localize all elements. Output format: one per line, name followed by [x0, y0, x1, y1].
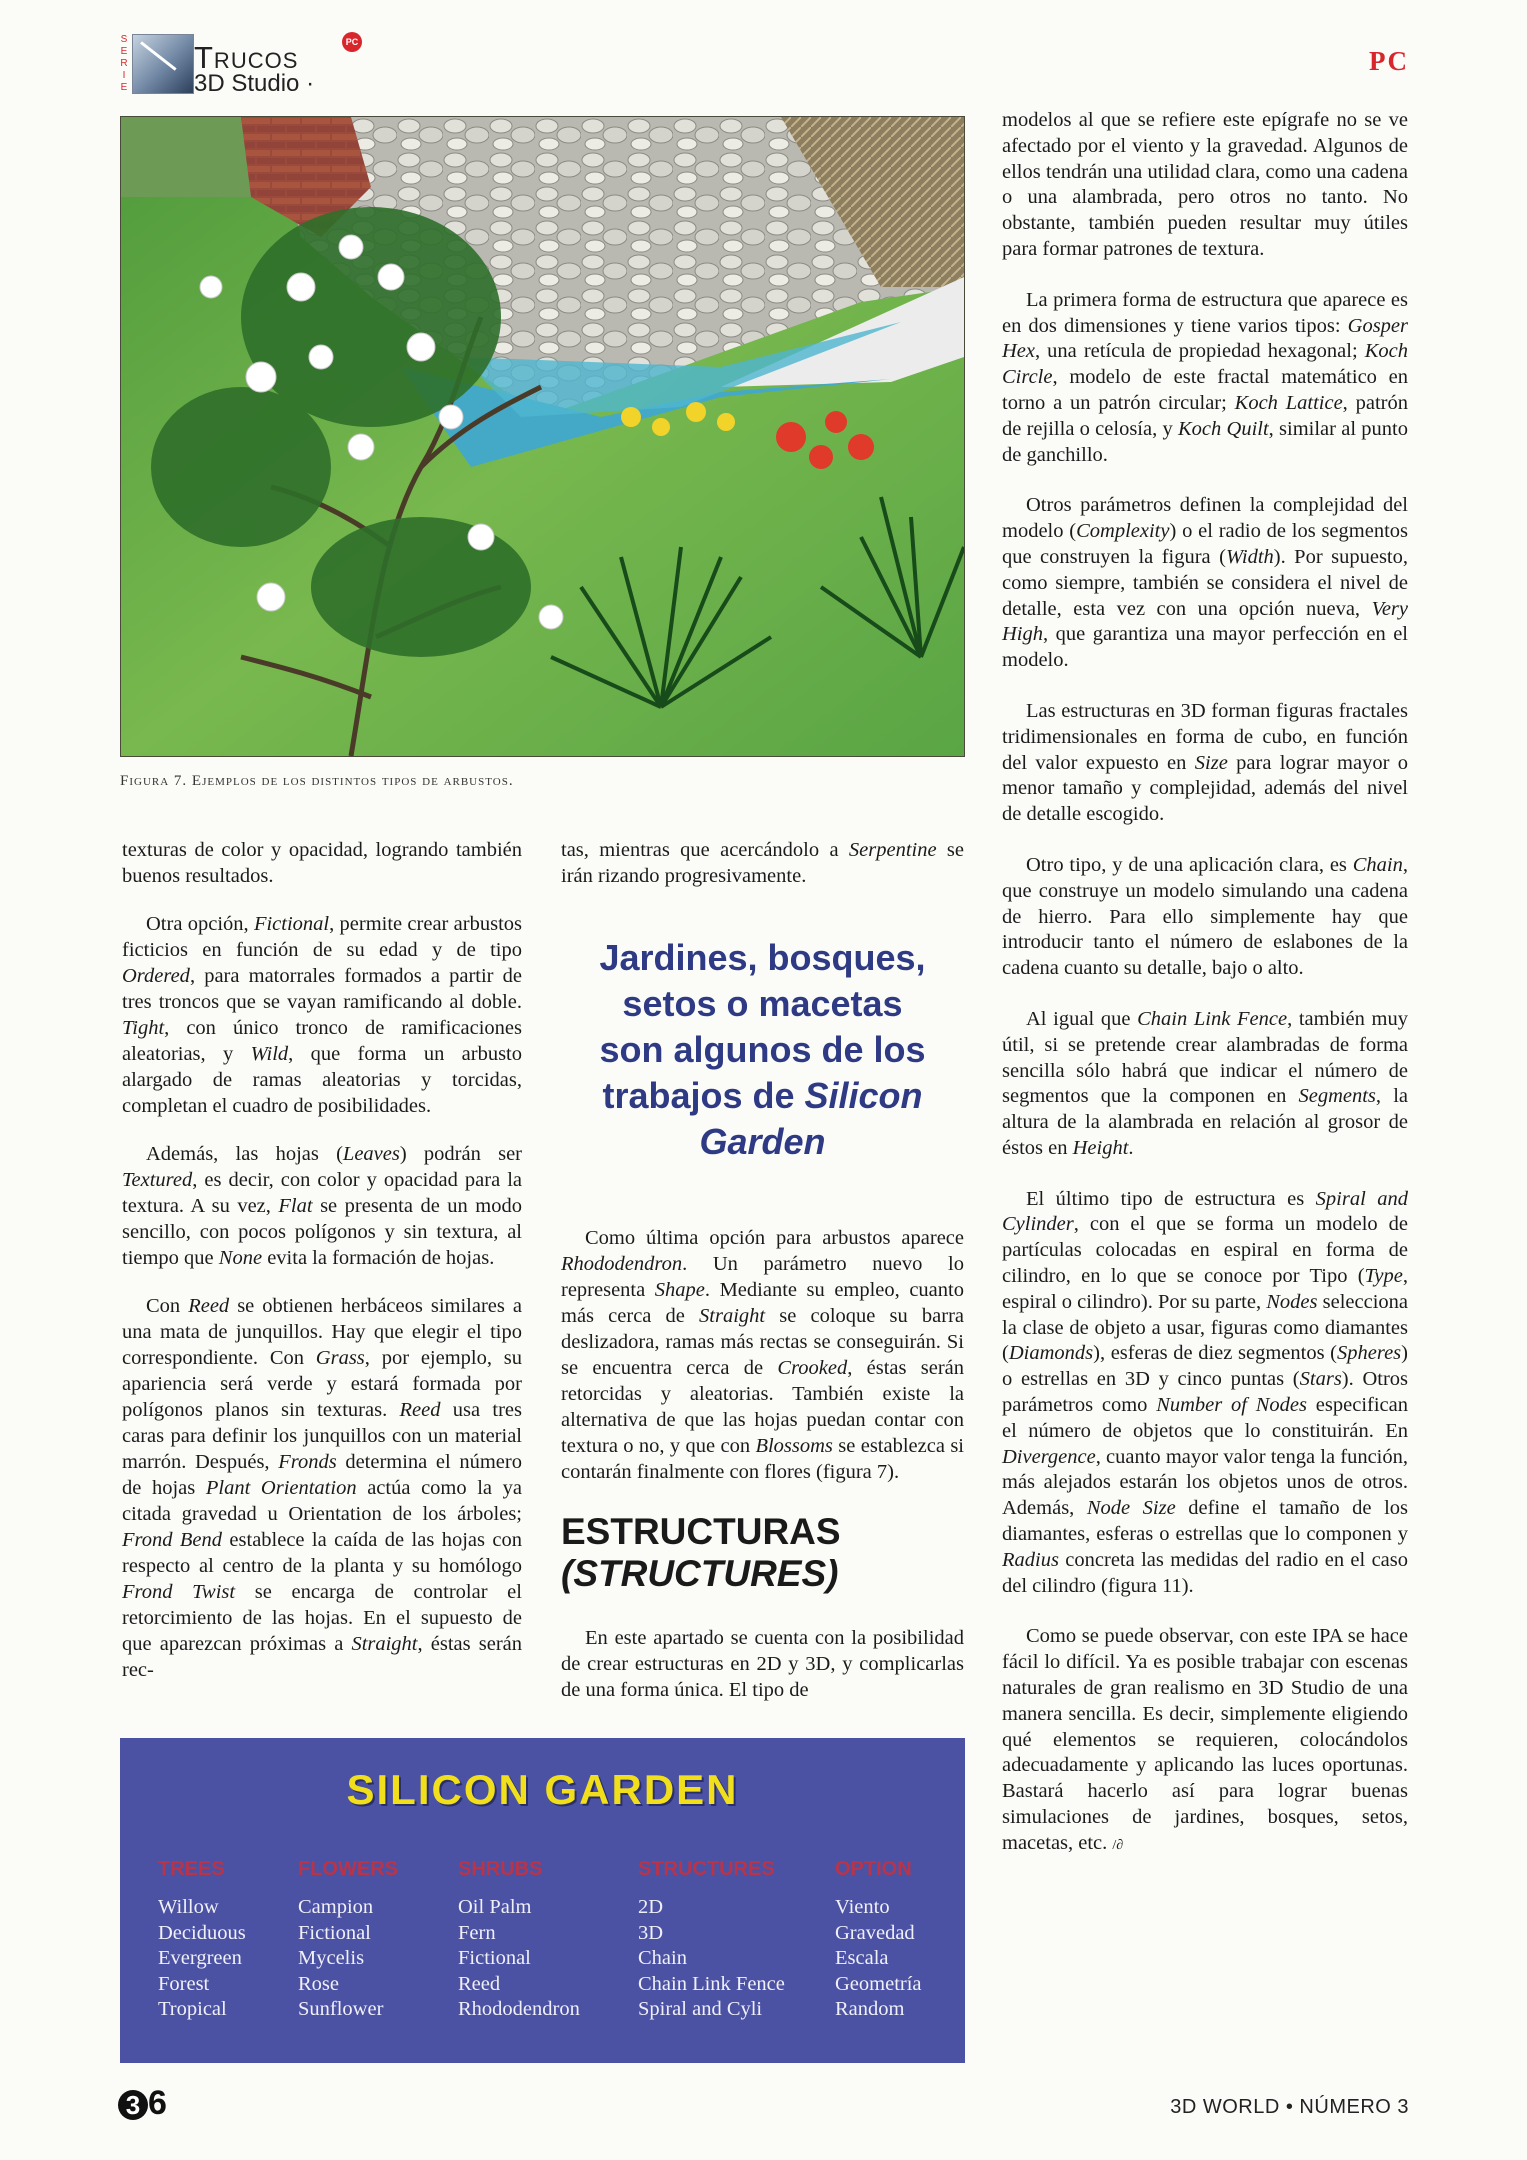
sidebar-column-header: FLOWERS: [298, 1858, 398, 1880]
sidebar-item: Fictional: [298, 1921, 371, 1944]
series-title: Trucos: [194, 40, 299, 75]
pc-badge: PC: [342, 32, 362, 52]
figure-7-image: [120, 116, 965, 757]
sidebar-item: Chain: [638, 1947, 687, 1969]
serie-label: [118, 34, 130, 94]
paragraph: [1002, 1624, 1408, 1858]
paragraph: texturas de color y opacidad, logrando también buenos resultados.: [122, 839, 522, 887]
figure-caption: Figura 7. Ejemplos de los distintos tipos de arbustos.: [120, 773, 514, 789]
sidebar-column-header: OPTION: [835, 1858, 912, 1880]
sidebar-item: Evergreen: [158, 1947, 242, 1969]
sidebar-item: Gravedad: [835, 1921, 915, 1944]
paragraph: modelos al que se refiere este epígrafe no se ve afectado por el viento y la gravedad. Algunos de ellos tendrán una utilidad clara, como una cadena o una alambrada, pero otros no tanto. No obstante, también pueden resultar muy útiles para formar patrones de textura.: [1002, 109, 1408, 260]
sidebar-item: Fern: [458, 1921, 496, 1944]
sidebar-item: Viento: [835, 1896, 890, 1918]
sidebar-item: Escala: [835, 1947, 889, 1969]
paragraph: Otra opción, Fictional, permite crear arbustos ficticios en función de su edad y de tipo Ordered, para matorrales formados a partir de tres troncos que se vayan ramificando al doble. Tight, con único tronco de ramificaciones aleatorias, y Wild, que forma un arbusto alargado de ramas aleatorias y torcidas, completan el cuadro de posibilidades.: [122, 913, 522, 1117]
paragraph: La primera forma de estructura que aparece es en dos dimensiones y tiene varios tipos: Gosper Hex, una retícula de propiedad hexagonal; Koch Circle, modelo de este fractal matemático en torno a un patrón circular; Koch Lattice, patrón de rejilla o celosía, y Koch Quilt, similar al punto de ganchillo.: [1002, 288, 1408, 466]
sidebar-column-header: SHRUBS: [458, 1858, 543, 1880]
serie-letter: R: [120, 58, 128, 69]
middle-column: [561, 837, 964, 1725]
sidebar-item: Forest: [158, 1972, 210, 1995]
series-subtitle: 3D Studio ·: [194, 70, 315, 97]
page-number: [118, 2084, 167, 2123]
paragraph: El último tipo de estructura es Spiral and Cylinder, con el que se forma un modelo de partículas colocadas en espiral en forma de cilindro, en lo que se conoce por Tipo (Type, espiral o cilindro). Por su parte, Nodes selecciona la clase de objeto a usar, figuras como diamantes (Diamonds), esferas de diez segmentos (Spheres) o estrellas en 3D y cinco puntas (Stars). Otros parámetros como Number of Nodes especifican el número de objetos que lo constituirán. En Divergence, cuanto mayor valor tenga la función, más alejados estarán los objetos unos de otros. Además, Node Size define el tamaño de los diamantes, esferas o estrellas que lo componen y Radius concreta las medidas del radio en el caso del cilindro (figura 11).: [1002, 1187, 1409, 1597]
pull-quote-line: son algunos de los: [599, 1029, 926, 1070]
sidebar-item: Deciduous: [158, 1921, 246, 1944]
pull-quote-line: Garden: [699, 1121, 826, 1162]
pull-quote-line: trabajos de Silicon: [602, 1075, 923, 1116]
sidebar-item: Mycelis: [298, 1947, 365, 1969]
sidebar-column-structures: [638, 1858, 785, 2023]
right-column: [1002, 108, 1408, 1884]
sidebar-title: SILICON GARDEN: [346, 1766, 739, 1813]
sidebar-item: Sunflower: [298, 1998, 384, 2020]
page-number-digit: 6: [148, 2084, 167, 2122]
left-column: [122, 837, 522, 1705]
sidebar-item: Spiral and Cyli: [638, 1998, 763, 2020]
sidebar-item: Tropical: [158, 1998, 227, 2020]
paragraph: Como última opción para arbustos aparece Rhododendron. Un parámetro nuevo lo representa Shape. Mediante su empleo, cuanto más cerca de Straight se coloque su barra deslizadora, ramas más rectas se conseguirán. Si se encuentra cerca de Crooked, éstas serán retorcidas y aleatorias. También existe la alternativa de que las hojas puedan contar con textura o no, y que con Blossoms se establezca si contarán finalmente con flores (figura 7).: [561, 1227, 964, 1483]
sidebar-item: Rhododendron: [458, 1998, 580, 2020]
paragraph: Otros parámetros definen la complejidad del modelo (Complexity) o el radio de los segmentos que construyen la figura (Width). Por supuesto, como siempre, también se considera el nivel de detalle, esta vez con una opción nueva, Very High, que garantiza una mayor perfección en el modelo.: [1002, 494, 1408, 672]
magazine-footer: 3D WORLD • NÚMERO 3: [1170, 2096, 1409, 2118]
series-logo-image: [132, 34, 194, 94]
sidebar-item: Oil Palm: [458, 1896, 532, 1918]
serie-letter: E: [120, 46, 128, 57]
serie-letter: I: [122, 70, 126, 81]
serie-letter: E: [120, 82, 128, 93]
paragraph: tas, mientras que acercándolo a Serpentine se irán rizando progresivamente.: [561, 839, 964, 887]
heading-line: (STRUCTURES): [561, 1553, 839, 1594]
section-label: PC: [1369, 46, 1409, 76]
sidebar-item: Willow: [158, 1896, 219, 1918]
paragraph: Con Reed se obtienen herbáceos similares a una mata de junquillos. Hay que elegir el tipo correspondiente. Con Grass, por ejemplo, su apariencia será verde y estará formada por polígonos planos sin texturas. Reed usa tres caras para definir los junquillos con un material marrón. Después, Fronds determina el número de hojas Plant Orientation actúa como la ya citada gravedad u Orientation de los árboles; Frond Bend establece la caída de las hojas con respecto al centro de la planta y su homólogo Frond Twist se encarga de controlar el retorcimiento de las hojas. En el supuesto de que aparezcan próximas a Straight, éstas serán rec-: [122, 1295, 522, 1681]
end-mark: /∂: [1112, 1837, 1124, 1853]
serie-letter: S: [120, 34, 128, 45]
pull-quote-line: Jardines, bosques,: [599, 937, 926, 978]
silicon-garden-sidebar: [120, 1738, 965, 2063]
sidebar-column-header: STRUCTURES: [638, 1858, 775, 1880]
sidebar-column-header: TREES: [158, 1858, 225, 1880]
paragraph-text: Como se puede observar, con este IPA se hace fácil lo difícil. Ya es posible trabajar con escenas naturales de gran realismo en 3D Studio de una manera sencilla. Es decir, simplemente eligiendo qué elementos se requieren, colocándolos adecuadamente y aplicando las luces oportunas. Bastará hacerlo así para lograr buenas simulaciones de jardines, bosques, setos, macetas, etc.: [1002, 1625, 1408, 1854]
paragraph: Las estructuras en 3D forman figuras fractales tridimensionales en forma de cubo, en función del valor expuesto en Size para lograr mayor o menor tamaño y complejidad, además del nivel de detalle escogido.: [1002, 699, 1409, 826]
paragraph: Además, las hojas (Leaves) podrán ser Textured, es decir, con color y opacidad para la textura. A su vez, Flat se presenta de un modo sencillo, con pocos polígonos y sin textura, al tiempo que None evita la formación de hojas.: [122, 1143, 523, 1269]
section-heading: [561, 1511, 964, 1595]
sidebar-item: Rose: [298, 1972, 339, 1995]
sidebar-item: Reed: [458, 1972, 501, 1995]
sidebar-item: Fictional: [458, 1947, 531, 1969]
pull-quote-line: setos o macetas: [622, 983, 903, 1024]
page-number-digit-circled: 3: [118, 2090, 148, 2120]
paragraph: En este apartado se cuenta con la posibilidad de crear estructuras en 2D y 3D, y complicarlas de una forma única. El tipo de: [561, 1627, 964, 1701]
heading-line: ESTRUCTURAS: [561, 1511, 841, 1552]
sidebar-column-option: [835, 1858, 922, 2023]
sidebar-column-trees: [158, 1858, 246, 2023]
sidebar-item: Chain Link Fence: [638, 1972, 785, 1995]
sidebar-item: Campion: [298, 1896, 374, 1918]
sidebar-column-flowers: [298, 1858, 398, 2023]
pull-quote: [561, 935, 964, 1165]
sidebar-item: 3D: [638, 1921, 664, 1944]
paragraph: Otro tipo, y de una aplicación clara, es Chain, que construye un modelo simulando una cadena de hierro. Para ello simplemente hay que introducir tanto el número de eslabones de la cadena cuanto su detalle, bajo o alto.: [1002, 853, 1408, 980]
sidebar-item: Geometría: [835, 1972, 922, 1995]
sidebar-item: Random: [835, 1998, 905, 2020]
sidebar-column-shrubs: [458, 1858, 580, 2023]
sidebar-item: 2D: [638, 1896, 664, 1918]
garden-render-illustration: [121, 117, 964, 756]
paragraph: Al igual que Chain Link Fence, también muy útil, si se pretende crear alambradas de forma sencilla sólo habrá que indicar el número de segmentos que la componen en Segments, la altura de la alambrada en relación al grosor de éstos en Height.: [1002, 1007, 1409, 1159]
